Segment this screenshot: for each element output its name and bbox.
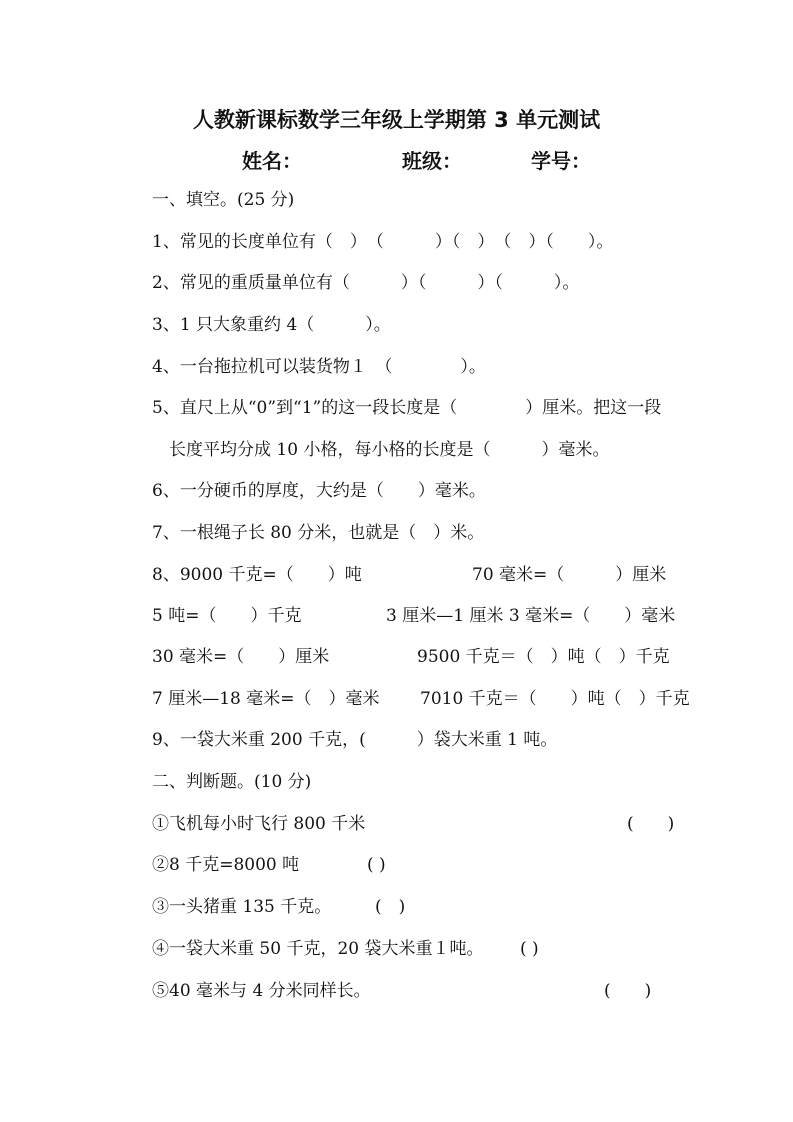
judgment-blank-5: ( ) — [604, 981, 652, 1001]
judgment-item-1: ①飞机每小时飞行 800 千米 — [152, 814, 366, 834]
question-8-item: 3 厘米—1 厘米 3 毫米=（ ）毫米 — [386, 606, 676, 626]
question-8-item: 7010 千克＝（ ）吨（ ）千克 — [420, 689, 690, 709]
question-5-line2: 长度平均分成 10 小格，每小格的长度是（ ）毫米。 — [169, 440, 610, 460]
question-8-item: 30 毫米=（ ）厘米 — [152, 647, 330, 667]
question-8-item: 8、9000 千克=（ ）吨 — [152, 565, 362, 585]
judgment-blank-4: ( ) — [520, 939, 539, 959]
question-8-item: 9500 千克＝（ ）吨（ ）千克 — [417, 647, 670, 667]
judgment-blank-1: ( ) — [627, 814, 675, 834]
question-1: 1、常见的长度单位有（ ） （ ）（ ） （ ）（ ）。 — [152, 232, 614, 252]
question-6: 6、一分硬币的厚度，大约是（ ）毫米。 — [152, 481, 486, 501]
section1-heading: 一、填空。(25 分) — [152, 190, 295, 210]
question-7: 7、一根绳子长 80 分米，也就是（ ）米。 — [152, 523, 485, 543]
question-8-item: 5 吨=（ ）千克 — [152, 606, 302, 626]
section2-heading: 二、判断题。(10 分) — [152, 772, 312, 792]
judgment-item-4: ④一袋大米重 50 千克，20 袋大米重１吨。 — [152, 939, 484, 959]
judgment-blank-3: ( ) — [375, 897, 406, 917]
student-id-label: 学号： — [531, 149, 591, 173]
question-2: 2、常见的重质量单位有（ ）（ ）（ ）。 — [152, 273, 580, 293]
judgment-item-2: ②8 千克=8000 吨 — [152, 855, 300, 875]
page-title: 人教新课标数学三年级上学期第 3 单元测试 — [192, 108, 601, 132]
judgment-item-5: ⑤40 毫米与 4 分米同样长。 — [152, 981, 371, 1001]
question-5-line1: 5、直尺上从“0”到“1”的这一段长度是（ ）厘米。把这一段 — [152, 398, 662, 418]
judgment-blank-2: ( ) — [367, 855, 386, 875]
judgment-item-3: ③一头猪重 135 千克。 — [152, 897, 332, 917]
name-label: 姓名： — [242, 149, 302, 173]
class-label: 班级： — [402, 149, 462, 173]
question-4: 4、一台拖拉机可以装货物１ （ ）。 — [152, 357, 486, 377]
question-3: 3、1 只大象重约 4（ ）。 — [152, 315, 391, 335]
question-9: 9、一袋大米重 200 千克，( ）袋大米重 1 吨。 — [152, 730, 558, 750]
question-8-item: 70 毫米=（ ）厘米 — [472, 565, 667, 585]
question-8-item: 7 厘米—18 毫米=（ ）毫米 — [152, 689, 380, 709]
